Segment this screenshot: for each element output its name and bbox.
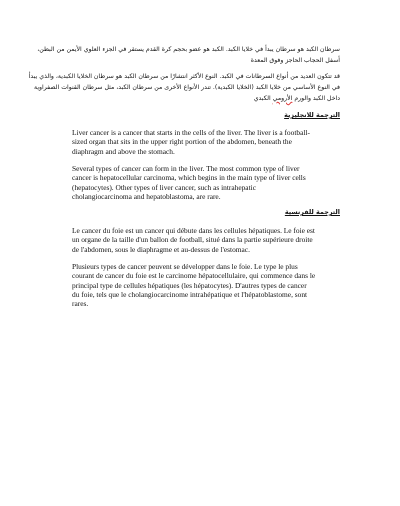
heading-french-translation: الترجمة للفرنسية [284,208,340,216]
arabic-p1-line-1: سرطان الكبد هو سرطان يبدأ في خلايا الكبد. الكبد هو عضو بحجم كرة القدم يستقر في الجزء العلوي الأيمن من البطن، [37,46,340,53]
arabic-p2-line-1: قد تتكون العديد من أنواع السرطانات في الكبد. النوع الأكثر انتشارًا من سرطان الكبد هو سرطان الخلايا الكبدية، والذي يبدأ [28,73,340,80]
english-p1-line-2: sized organ that sits in the upper right portion of the abdomen, beneath the [72,137,292,147]
french-p1-line-3: de l'abdomen, sous le diaphragme et au-dessus de l'estomac. [72,244,250,254]
french-paragraph-2 [72,262,334,308]
french-p2-line-3: principal type de cellules hépatiques (les hépatocytes). D'autres types de cancer [72,280,307,290]
english-p2-line-2: cancer is hepatocellular carcinoma, which begins in the main type of liver cells [72,173,306,183]
arabic-paragraph-1 [37,44,340,66]
arabic-p2-line-2: في النوع الأساسي من خلايا الكبد (الخلايا الكبدية). تندر الأنواع الأخرى من سرطان الكبد، مثل سرطان القنوات الصفراوية [34,84,340,91]
arabic-p1-line-2: أسفل الحجاب الحاجز وفوق المعدة [250,57,340,64]
arabic-p2-line-3 [50,93,340,104]
english-p2-line-4: cholangiocarcinoma and hepatoblastoma, are rare. [72,191,221,201]
french-p2-line-5: rares. [72,299,89,309]
arabic-p2-line-3-start: داخل الكبد والورم [294,95,340,102]
english-p1-line-1: Liver cancer is a cancer that starts in the cells of the liver. The liver is a football- [72,128,310,137]
french-paragraph-1 [72,226,334,254]
french-p2-line-1: Plusieurs types de cancer peuvent se développer dans le foie. Le type le plus [72,262,298,271]
english-paragraph-1 [72,128,334,156]
arabic-p2-line-3-end: الكبدي [253,95,271,102]
arabic-paragraph-2 [28,71,340,104]
french-p1-line-2: un organe de la taille d'un ballon de football, situé dans la partie supérieure droite [72,235,313,245]
french-p2-line-2: courant de cancer du foie est le carcinome hépatocellulaire, qui commence dans le [72,271,316,281]
english-p1-line-3: diaphragm and above the stomach. [72,146,175,156]
spellcheck-word: الأرومي [272,95,293,102]
french-p1-line-1: Le cancer du foie est un cancer qui débute dans les cellules hépatiques. Le foie est [72,226,315,235]
heading-english-translation: الترجمة للانجليزية [284,111,340,119]
french-p2-line-4: du foie, tels que le cholangiocarcinome intrahépatique et l'hépatoblastome, sont [72,289,308,299]
english-paragraph-2 [72,164,334,201]
english-p2-line-1: Several types of cancer can form in the liver. The most common type of liver [72,164,300,173]
english-p2-line-3: (hepatocytes). Other types of liver cancer, such as intrahepatic [72,182,256,192]
